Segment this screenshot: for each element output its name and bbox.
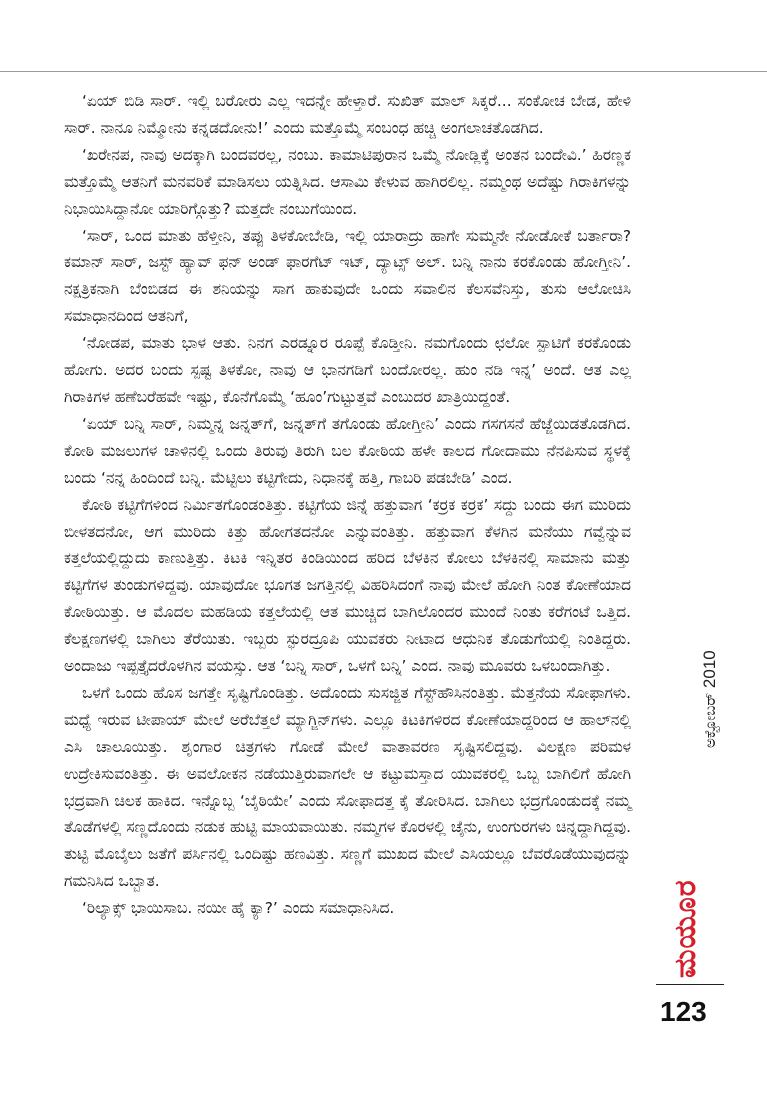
paragraph: ‘ನೋಡಪ, ಮಾತು ಭಾಳ ಆತು. ನಿನಗ ಎರಡ್ನೂರ ರೂಪ್ಪೆ ಕೊಡ್ತೀನಿ. ನಮಗೊಂದು ಛಲೋ ಸ್ಪಾಟಿಗೆ ಕರಕೊಂಡು ಹೋಗು. ಅದರ ಬಂದು ಸ್ಪಷ್ಟ ತಿಳಕೋ, ನಾವು ಆ ಭಾನಗಡಿಗೆ ಬಂದೋರಲ್ಲ. ಹುಂ ನಡಿ ಇನ್ನ’ ಅಂದೆ. ಆತ ಎಲ್ಲ ಗಿರಾಕಿಗಳ ಹಣೆಬರೆಹವೇ ಇಷ್ಟು, ಕೊನೆಗೊಮ್ಮೆ ‘ಹೂಂ’ಗುಟ್ಟುತ್ತವೆ ಎಂಬುದರ ಖಾತ್ರಿಯಿದ್ದಂತೆ. [64, 334, 631, 406]
paragraph: ‘ಸಾರ್, ಒಂದ ಮಾತು ಹೆಳ್ತೀನಿ, ತಪ್ಪು ತಿಳಕೋಬೇಡಿ, ಇಲ್ಲಿ ಯಾರಾದ್ರು ಹಾಗೇ ಸುಮ್ಮನೇ ನೋಡೋಕೆ ಬರ್ತಾರಾ? ಕಮಾನ್ ಸಾರ್, ಜಸ್ಟ್ ಹ್ಯಾವ್ ಫನ್ ಅಂಡ್ ಫಾರಗೆಟ್ ಇಟ್, ದ್ಯಾಟ್ಸ್ ಅಲ್. ಬನ್ನಿ ನಾನು ಕರಕೊಂಡು ಹೋಗ್ತೀನಿ’. ನಕ್ಷತ್ರಿಕನಾಗಿ ಬೆಂಬಿಡದ ಈ ಶನಿಯನ್ನು ಸಾಗ ಹಾಕುವುದೇ ಒಂದು ಸವಾಲಿನ ಕೆಲಸವೆನಿಸ್ತು, ತುಸು ಆಲೋಚಿಸಿ ಸಮಾಧಾನದಿಂದ ಆತನಿಗೆ, [64, 226, 631, 326]
header-rule [0, 71, 767, 72]
issue-month: ಅಕ್ಟೋಬರ್ [701, 692, 719, 748]
article-body [64, 88, 631, 922]
issue-year: 2010 [700, 650, 719, 689]
paragraph: ಒಳಗೆ ಒಂದು ಹೊಸ ಜಗತ್ತೇ ಸೃಷ್ಟಿಗೊಂಡಿತ್ತು. ಅದೊಂದು ಸುಸಜ್ಜಿತ ಗೆಸ್ಟ್‌ಹೌಸಿನಂತಿತ್ತು. ಮೆತ್ತನೆಯ ಸೋಫಾಗಳು. ಮಧ್ಯೆ ಇರುವ ಟೀಪಾಯ್ ಮೇಲೆ ಅರೆಬೆತ್ತಲೆ ಮ್ಯಾಗ್ಜಿನ್‌ಗಳು. ಎಲ್ಲೂ ಕಿಟಕಿಗಳಿರದ ಕೋಣೆಯಾದ್ದರಿಂದ ಆ ಹಾಲ್‌ನಲ್ಲಿ ಎಸಿ ಚಾಲೂಯಿತ್ತು. ಶೃಂಗಾರ ಚಿತ್ರಗಳು ಗೋಡೆ ಮೇಲೆ ವಾತಾವರಣ ಸೃಷ್ಟಿಸಲಿದ್ದವು. ವಿಲಕ್ಷಣ ಪರಿಮಳ ಉದ್ರೇಕಿಸುವಂತಿತ್ತು. ಈ ಅವಲೋಕನ ನಡೆಯುತ್ತಿರುವಾಗಲೇ ಆ ಕಟ್ಟುಮಸ್ತಾದ ಯುವಕರಲ್ಲಿ ಒಬ್ಬ ಬಾಗಿಲಿಗೆ ಹೋಗಿ ಭದ್ರವಾಗಿ ಚಿಲಕ ಹಾಕಿದ. ಇನ್ನೊಬ್ಬ ‘ಬೈಠಿಯೇ’ ಎಂದು ಸೋಫಾದತ್ತ ಕೈ ತೋರಿಸಿದ. ಬಾಗಿಲು ಭದ್ರಗೊಂಡುದಕ್ಕೆ ನಮ್ಮ ತೊಡೆಗಳಲ್ಲಿ ಸಣ್ಣದೊಂದು ನಡುಕ ಹುಟ್ಟಿ ಮಾಯವಾಯಿತು. ನಮ್ಮಗಳ ಕೊರಳಲ್ಲಿ ಚೈನು, ಉಂಗುರಗಳು ಚಿನ್ನದ್ದಾಗಿದ್ದವು. ತುಟ್ಟಿ ಮೊಬೈಲು ಜತೆಗೆ ಪರ್ಸಿನಲ್ಲಿ ಒಂದಿಷ್ಟು ಹಣವಿತ್ತು. ಸಣ್ಣಗೆ ಮುಖದ ಮೇಲೆ ಎಸಿಯಲ್ಲೂ ಬೆವರೊಡೆಯುವುದನ್ನು ಗಮನಿಸಿದ ಒಬ್ಬಾತ. [64, 683, 631, 891]
page-number: 123 [660, 996, 707, 1027]
paragraph: ‘ಏಯ್ ಬಿಡಿ ಸಾರ್. ಇಲ್ಲಿ ಬರೋರು ಎಲ್ಲ ಇದನ್ನೇ ಹೇಳ್ತಾರೆ. ಸುಖಿತ್ ಮಾಲ್ ಸಿಕ್ಕರೆ... ಸಂಕೋಚ ಬೇಡ, ಹೇಳಿ ಸಾರ್. ನಾನೂ ನಿಮ್ಮೋನು ಕನ್ನಡದೋನು!’ ಎಂದು ಮತ್ತೊಮ್ಮೆ ಸಂಬಂಧ ಹಚ್ಚಿ ಅಂಗಲಾಚತೊಡಗಿದ. [64, 92, 631, 137]
footer-rule [656, 984, 724, 985]
paragraph: ‘ರಿಲ್ಯಾಕ್ಸ್ ಭಾಯಿಸಾಬ. ನಯೀ ಹೈ ಕ್ಯಾ?’ ಎಂದು ಸಮಾಧಾನಿಸಿದ. [82, 899, 395, 918]
magazine-logo: ಮಯೂರ [668, 879, 703, 978]
issue-date [700, 650, 720, 748]
paragraph: ಕೋಠಿ ಕಟ್ಟಿಗೆಗಳಿಂದ ನಿರ್ಮಿತಗೊಂಡಂತಿತ್ತು. ಕಟ್ಟಿಗೆಯ ಜಿನ್ನೆ ಹತ್ತುವಾಗ ‘ಕರ್ರಕ ಕರ್ರಕ’ ಸದ್ದು ಬಂದು ಈಗ ಮುರಿದು ಬೀಳತದನೋ, ಆಗ ಮುರಿದು ಕಿತ್ತು ಹೋಗತದನೋ ಎನ್ನುವಂತಿತ್ತು. ಹತ್ತುವಾಗ ಕೆಳಗಿನ ಮನೆಯು ಗವ್ವೆನ್ನುವ ಕತ್ತಲೆಯಲ್ಲಿದ್ದುದು ಕಾಣುತ್ತಿತ್ತು. ಕಿಟಕಿ ಇನ್ನಿತರ ಕಿಂಡಿಯಿಂದ ಹರಿದ ಬೆಳಕಿನ ಕೋಲು ಬೆಳಕಿನಲ್ಲಿ ಸಾಮಾನು ಮತ್ತು ಕಟ್ಟಿಗೆಗಳ ತುಂಡುಗಳಿದ್ದವು. ಯಾವುದೋ ಭೂಗತ ಜಗತ್ತಿನಲ್ಲಿ ವಿಹರಿಸಿದಂಗೆ ನಾವು ಮೇಲೆ ಹೋಗಿ ನಿಂತ ಕೋಣೆಯಾದ ಕೋಠಿಯಿತ್ತು. ಆ ಮೊದಲ ಮಹಡಿಯ ಕತ್ತಲೆಯಲ್ಲಿ ಆತ ಮುಚ್ಚಿದ ಬಾಗಿಲೊಂದರ ಮುಂದೆ ನಿಂತು ಕರೆಗಂಟೆ ಒತ್ತಿದ. ಕೆಲಕ್ಷಣಗಳಲ್ಲಿ ಬಾಗಿಲು ತೆರೆಯಿತು. ಇಬ್ಬರು ಸ್ಫುರದ್ರೂಪಿ ಯುವಕರು ನೀಟಾದ ಆಧುನಿಕ ತೊಡುಗೆಯಲ್ಲಿ ನಿಂತಿದ್ದರು. ಅಂದಾಜು ಇಪ್ಪತ್ತೈದರೊಳಗಿನ ವಯಸ್ಸು. ಆತ ‘ಬನ್ನಿ ಸಾರ್, ಒಳಗೆ ಬನ್ನಿ’ ಎಂದ. ನಾವು ಮೂವರು ಒಳಬಂದಾಗಿತ್ತು. [64, 495, 631, 676]
paragraph: ‘ಏಯ್ ಬನ್ನಿ ಸಾರ್, ನಿಮ್ಮನ್ನ ಜನ್ನತ್‌ಗೆ, ಜನ್ನತ್‌ಗೆ ತಗೊಂಡು ಹೋಗ್ತೀನಿ’ ಎಂದು ಗಸಗಸನೆ ಹೆಜ್ಜೆಯಿಡತೊಡಗಿದ. ಕೋಠಿ ಮಜಲುಗಳ ಚಾಳಿನಲ್ಲಿ ಒಂದು ತಿರುವು ತಿರುಗಿ ಬಲ ಕೋಠಿಯ ಹಳೇ ಕಾಲದ ಗೋದಾಮು ನೆನಪಿಸುವ ಸ್ಥಳಕ್ಕೆ ಬಂದು ‘ನನ್ನ ಹಿಂದಿಂದೆ ಬನ್ನಿ. ಮೆಟ್ಟಿಲು ಕಟ್ಟಿಗೇದು, ನಿಧಾನಕ್ಕೆ ಹತ್ತಿ, ಗಾಬರಿ ಪಡಬೇಡಿ’ ಎಂದ. [64, 414, 631, 487]
paragraph: ‘ಖರೇನಪ, ನಾವು ಅದಕ್ಕಾಗಿ ಬಂದವರಲ್ಲ, ನಂಬು. ಕಾಮಾಟಿಪುರಾನ ಒಮ್ಮೆ ನೋಡ್ಲಿಕ್ಕೆ ಅಂತನ ಬಂದೇವಿ.’ ಹಿರಣ್ಣಕ ಮತ್ತೊಮ್ಮೆ ಆತನಿಗೆ ಮನವರಿಕೆ ಮಾಡಿಸಲು ಯತ್ನಿಸಿದ. ಆಸಾಮಿ ಕೇಳುವ ಹಾಗಿರಲಿಲ್ಲ. ನಮ್ಮಂಥ ಅದೆಷ್ಟು ಗಿರಾಕಿಗಳನ್ನು ನಿಭಾಯಿಸಿದ್ದಾನೋ ಯಾರಿಗ್ಗೊತ್ತು? ಮತ್ತದೇ ನಂಬುಗೆಯಿಂದ. [64, 145, 631, 218]
